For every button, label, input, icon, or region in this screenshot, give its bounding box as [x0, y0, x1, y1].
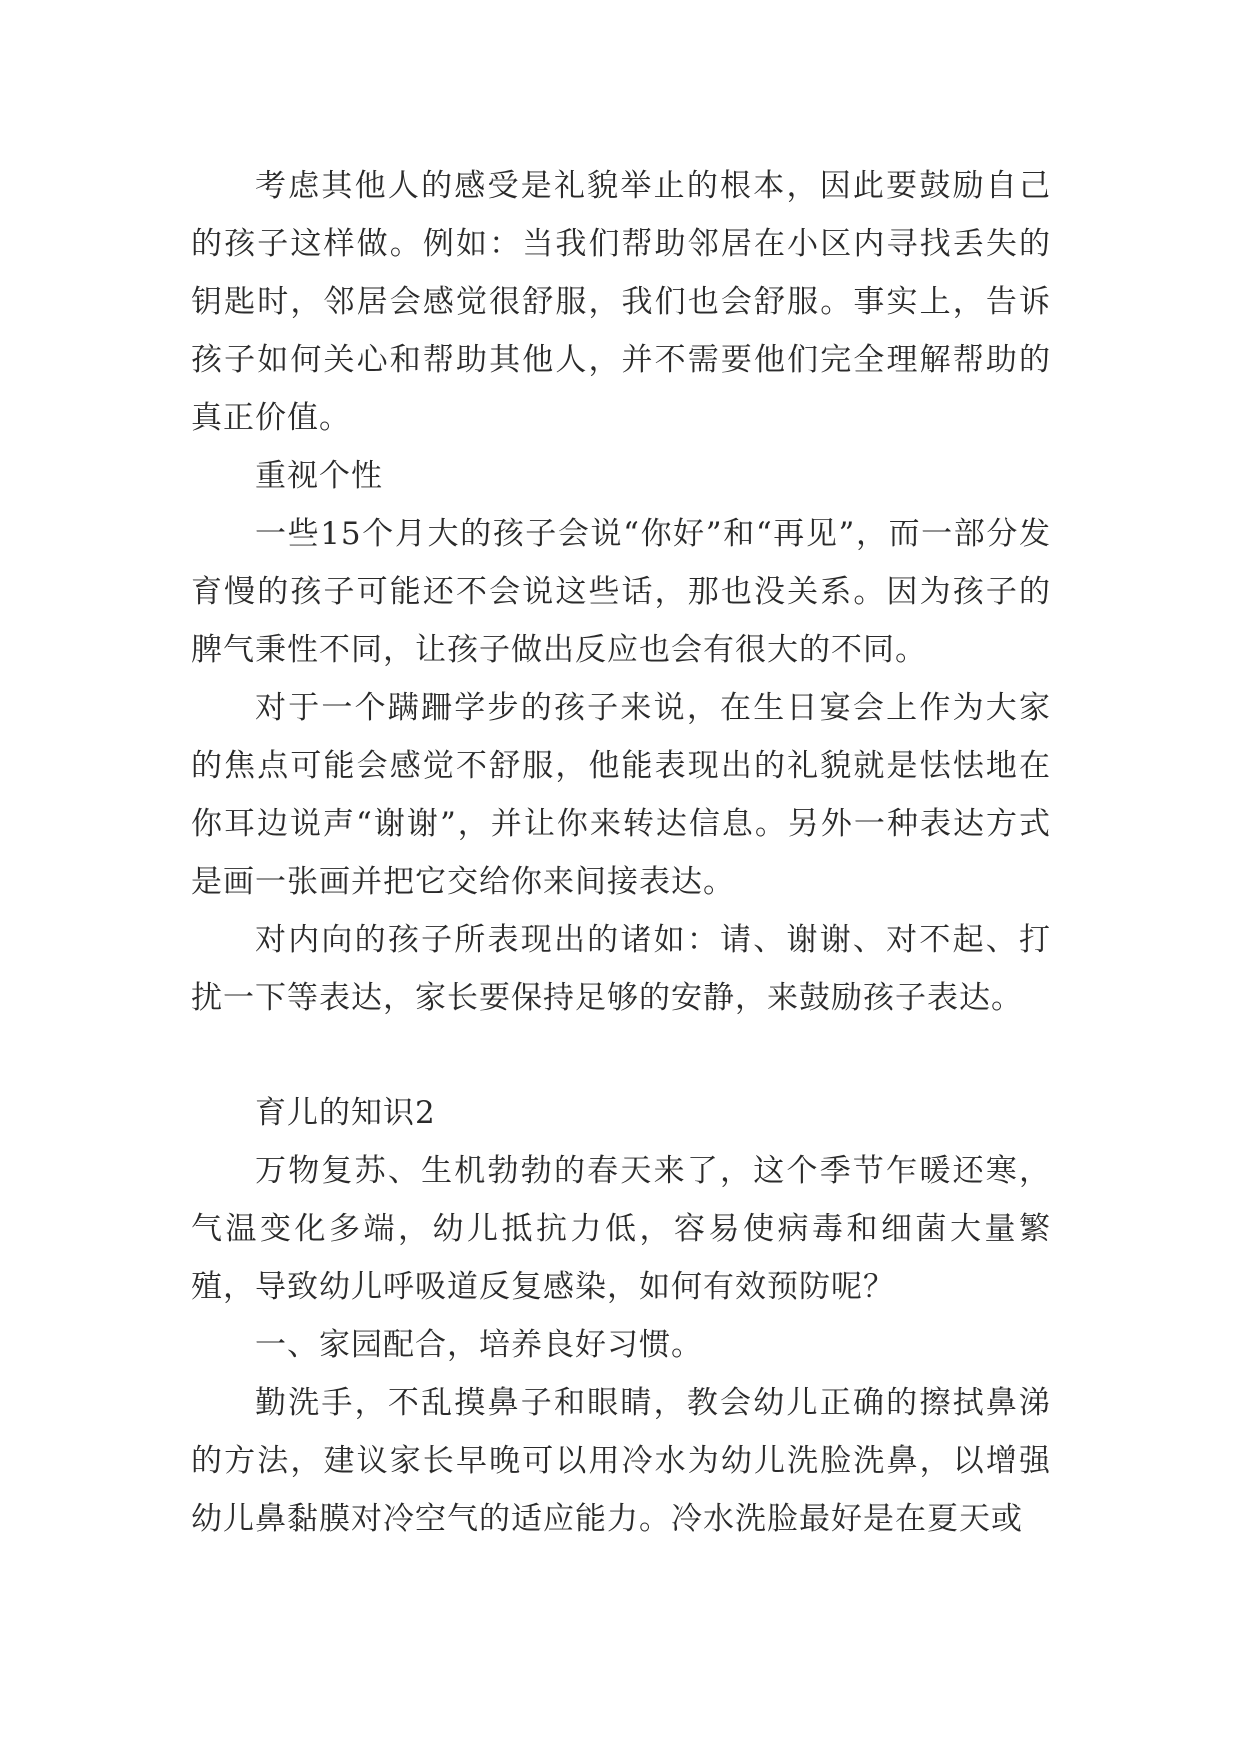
paragraph-habits-heading: 一、家园配合，培养良好习惯。 [255, 1327, 703, 1363]
paragraph-15-month-children: 一些15个月大的孩子会说“你好”和“再见”，而一部分发育慢的孩子可能还不会说这些话，那也没关系。因为孩子的脾气秉性不同，让孩子做出反应也会有很大的不同。 [191, 516, 1051, 668]
paragraph-introverted-children: 对内向的孩子所表现出的诸如：请、谢谢、对不起、打扰一下等表达，家长要保持足够的安静，来鼓励孩子表达。 [191, 922, 1051, 1016]
paragraph-hand-washing: 勤洗手，不乱摸鼻子和眼睛，教会幼儿正确的擦拭鼻涕的方法，建议家长早晚可以用冷水为幼儿洗脸洗鼻，以增强幼儿鼻黏膜对冷空气的适应能力。冷水洗脸最好是在夏天或 [191, 1385, 1051, 1537]
subheading-value-personality: 重视个性 [255, 458, 383, 494]
section-title: 育儿的知识2 [255, 1095, 436, 1131]
paragraph-toddler-birthday: 对于一个蹒跚学步的孩子来说，在生日宴会上作为大家的焦点可能会感觉不舒服，他能表现出的礼貌就是怯怯地在你耳边说声“谢谢”，并让你来转达信息。另外一种表达方式是画一张画并把它交给你来间接表达。 [191, 690, 1051, 900]
text-block-parenting-knowledge-2 [191, 1084, 1051, 1548]
paragraph-spring-intro: 万物复苏、生机勃勃的春天来了，这个季节乍暖还寒，气温变化多端，幼儿抵抗力低，容易使病毒和细菌大量繁殖，导致幼儿呼吸道反复感染，如何有效预防呢？ [191, 1153, 1051, 1305]
text-block-etiquette [191, 157, 1051, 1027]
paragraph-consider-others: 考虑其他人的感受是礼貌举止的根本，因此要鼓励自己的孩子这样做。例如：当我们帮助邻居在小区内寻找丢失的钥匙时，邻居会感觉很舒服，我们也会舒服。事实上，告诉孩子如何关心和帮助其他人，并不需要他们完全理解帮助的真正价值。 [191, 168, 1051, 436]
